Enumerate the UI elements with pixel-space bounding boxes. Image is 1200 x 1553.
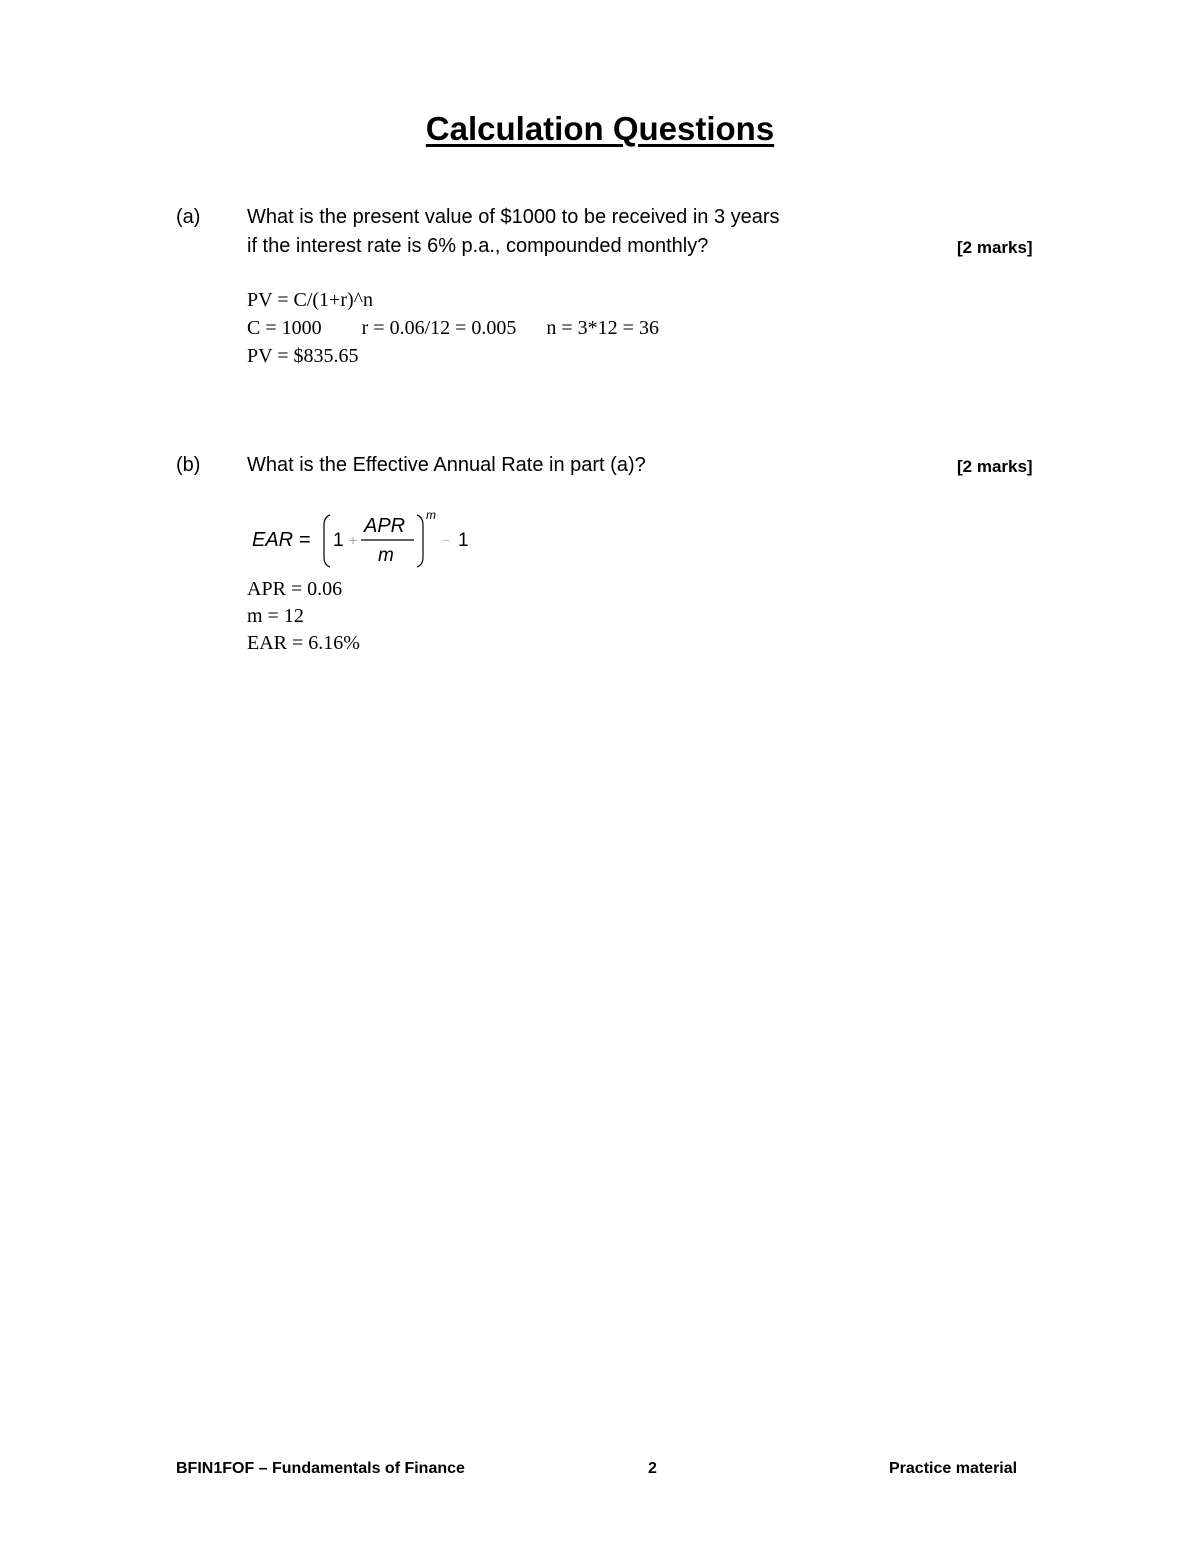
footer-page-number: 2 <box>648 1460 657 1477</box>
question-a-label: (a) <box>176 206 201 228</box>
question-b-apr: APR = 0.06 <box>247 578 343 600</box>
ear-minus-one: 1 <box>458 530 469 551</box>
question-b-label: (b) <box>176 454 201 476</box>
question-b-line1: What is the Effective Annual Rate in part (a)? <box>247 454 646 476</box>
c-value: C = 1000 <box>247 317 322 339</box>
ear-one: 1 <box>333 530 344 551</box>
ear-denominator: m <box>378 545 394 566</box>
question-b-marks: [2 marks] <box>957 457 1033 476</box>
r-value: r = 0.06/12 = 0.005 <box>361 317 517 339</box>
question-a-line1: What is the present value of $1000 to be received in 3 years <box>247 206 780 228</box>
n-value: n = 3*12 = 36 <box>546 317 659 339</box>
question-a-line2: if the interest rate is 6% p.a., compounded monthly? <box>247 235 709 257</box>
question-a-formula: PV = C/(1+r)^n <box>247 289 374 311</box>
question-b-m: m = 12 <box>247 605 304 627</box>
ear-exponent: m <box>426 508 436 522</box>
question-a-result: PV = $835.65 <box>247 345 359 367</box>
footer-course: BFIN1FOF – Fundamentals of Finance <box>176 1460 465 1477</box>
left-paren <box>324 515 330 567</box>
right-paren <box>417 515 423 567</box>
ear-lhs: EAR = <box>252 529 311 551</box>
question-a-marks: [2 marks] <box>957 238 1033 257</box>
footer-note: Practice material <box>889 1460 1018 1477</box>
minus-sign: − <box>442 532 451 548</box>
ear-numerator: APR <box>364 515 406 537</box>
plus-sign: + <box>349 532 358 548</box>
page-title: Calculation Questions <box>425 110 775 147</box>
ear-formula <box>250 505 490 575</box>
question-a-values <box>247 314 659 342</box>
question-b-result: EAR = 6.16% <box>247 632 360 654</box>
